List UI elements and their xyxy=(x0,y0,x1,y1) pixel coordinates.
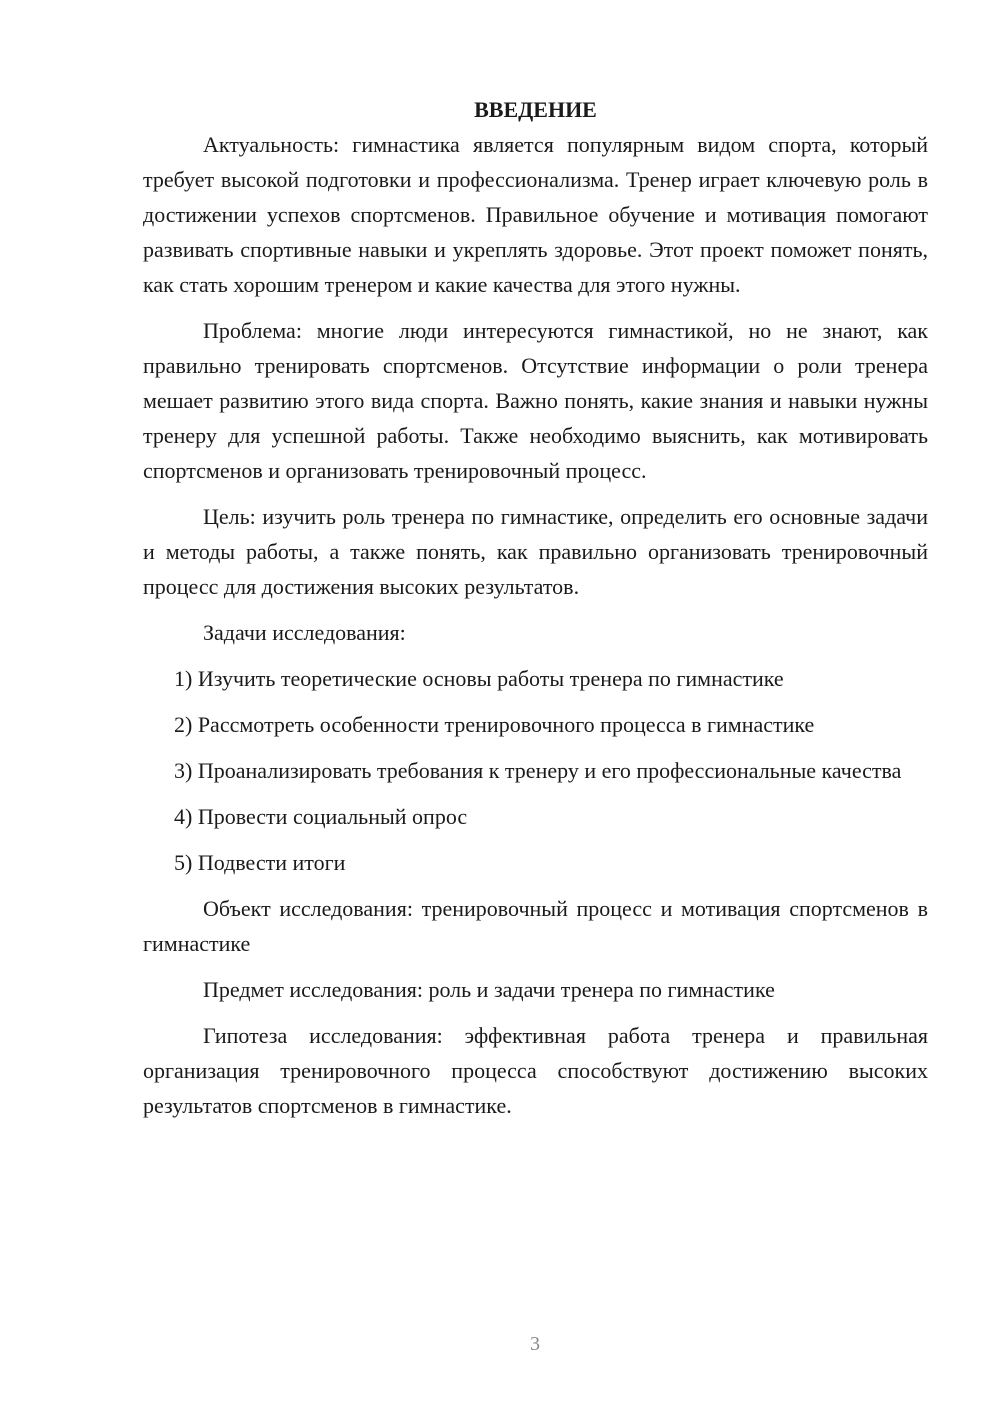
paragraph-hypothesis: Гипотеза исследования: эффективная работа тренера и правильная организация тренировочного процесса способствуют достижению высоких результатов спортсменов в гимнастике. xyxy=(143,1023,928,1118)
document-page xyxy=(143,92,928,1134)
task-item: 2) Рассмотреть особенности тренировочного процесса в гимнастике xyxy=(174,712,815,737)
paragraph-relevance: Актуальность: гимнастика является популярным видом спорта, который требует высокой подготовки и профессионализма. Тренер играет ключевую роль в достижении успехов спортсменов. Правильное обучение и мотивация помогают развивать спортивные навыки и укреплять здоровье. Этот проект поможет понять, как стать хорошим тренером и какие качества для этого нужны. xyxy=(143,132,928,297)
task-item: 4) Провести социальный опрос xyxy=(174,804,468,829)
task-item: 1) Изучить теоретические основы работы тренера по гимнастике xyxy=(174,666,784,691)
task-item: 3) Проанализировать требования к тренеру и его профессиональные качества xyxy=(174,758,902,783)
page-title: ВВЕДЕНИЕ xyxy=(474,97,597,122)
paragraph-goal: Цель: изучить роль тренера по гимнастике, определить его основные задачи и методы работы, а также понять, как правильно организовать тренировочный процесс для достижения высоких результатов. xyxy=(143,504,928,599)
task-item: 5) Подвести итоги xyxy=(174,850,346,875)
paragraph-subject: Предмет исследования: роль и задачи тренера по гимнастике xyxy=(203,977,775,1002)
tasks-heading: Задачи исследования: xyxy=(203,620,406,645)
page-number: 3 xyxy=(530,1333,540,1355)
paragraph-object: Объект исследования: тренировочный процесс и мотивация спортсменов в гимнастике xyxy=(143,896,928,956)
paragraph-problem: Проблема: многие люди интересуются гимнастикой, но не знают, как правильно тренировать спортсменов. Отсутствие информации о роли тренера мешает развитию этого вида спорта. Важно понять, какие знания и навыки нужны тренеру для успешной работы. Также необходимо выяснить, как мотивировать спортсменов и организовать тренировочный процесс. xyxy=(143,318,928,483)
